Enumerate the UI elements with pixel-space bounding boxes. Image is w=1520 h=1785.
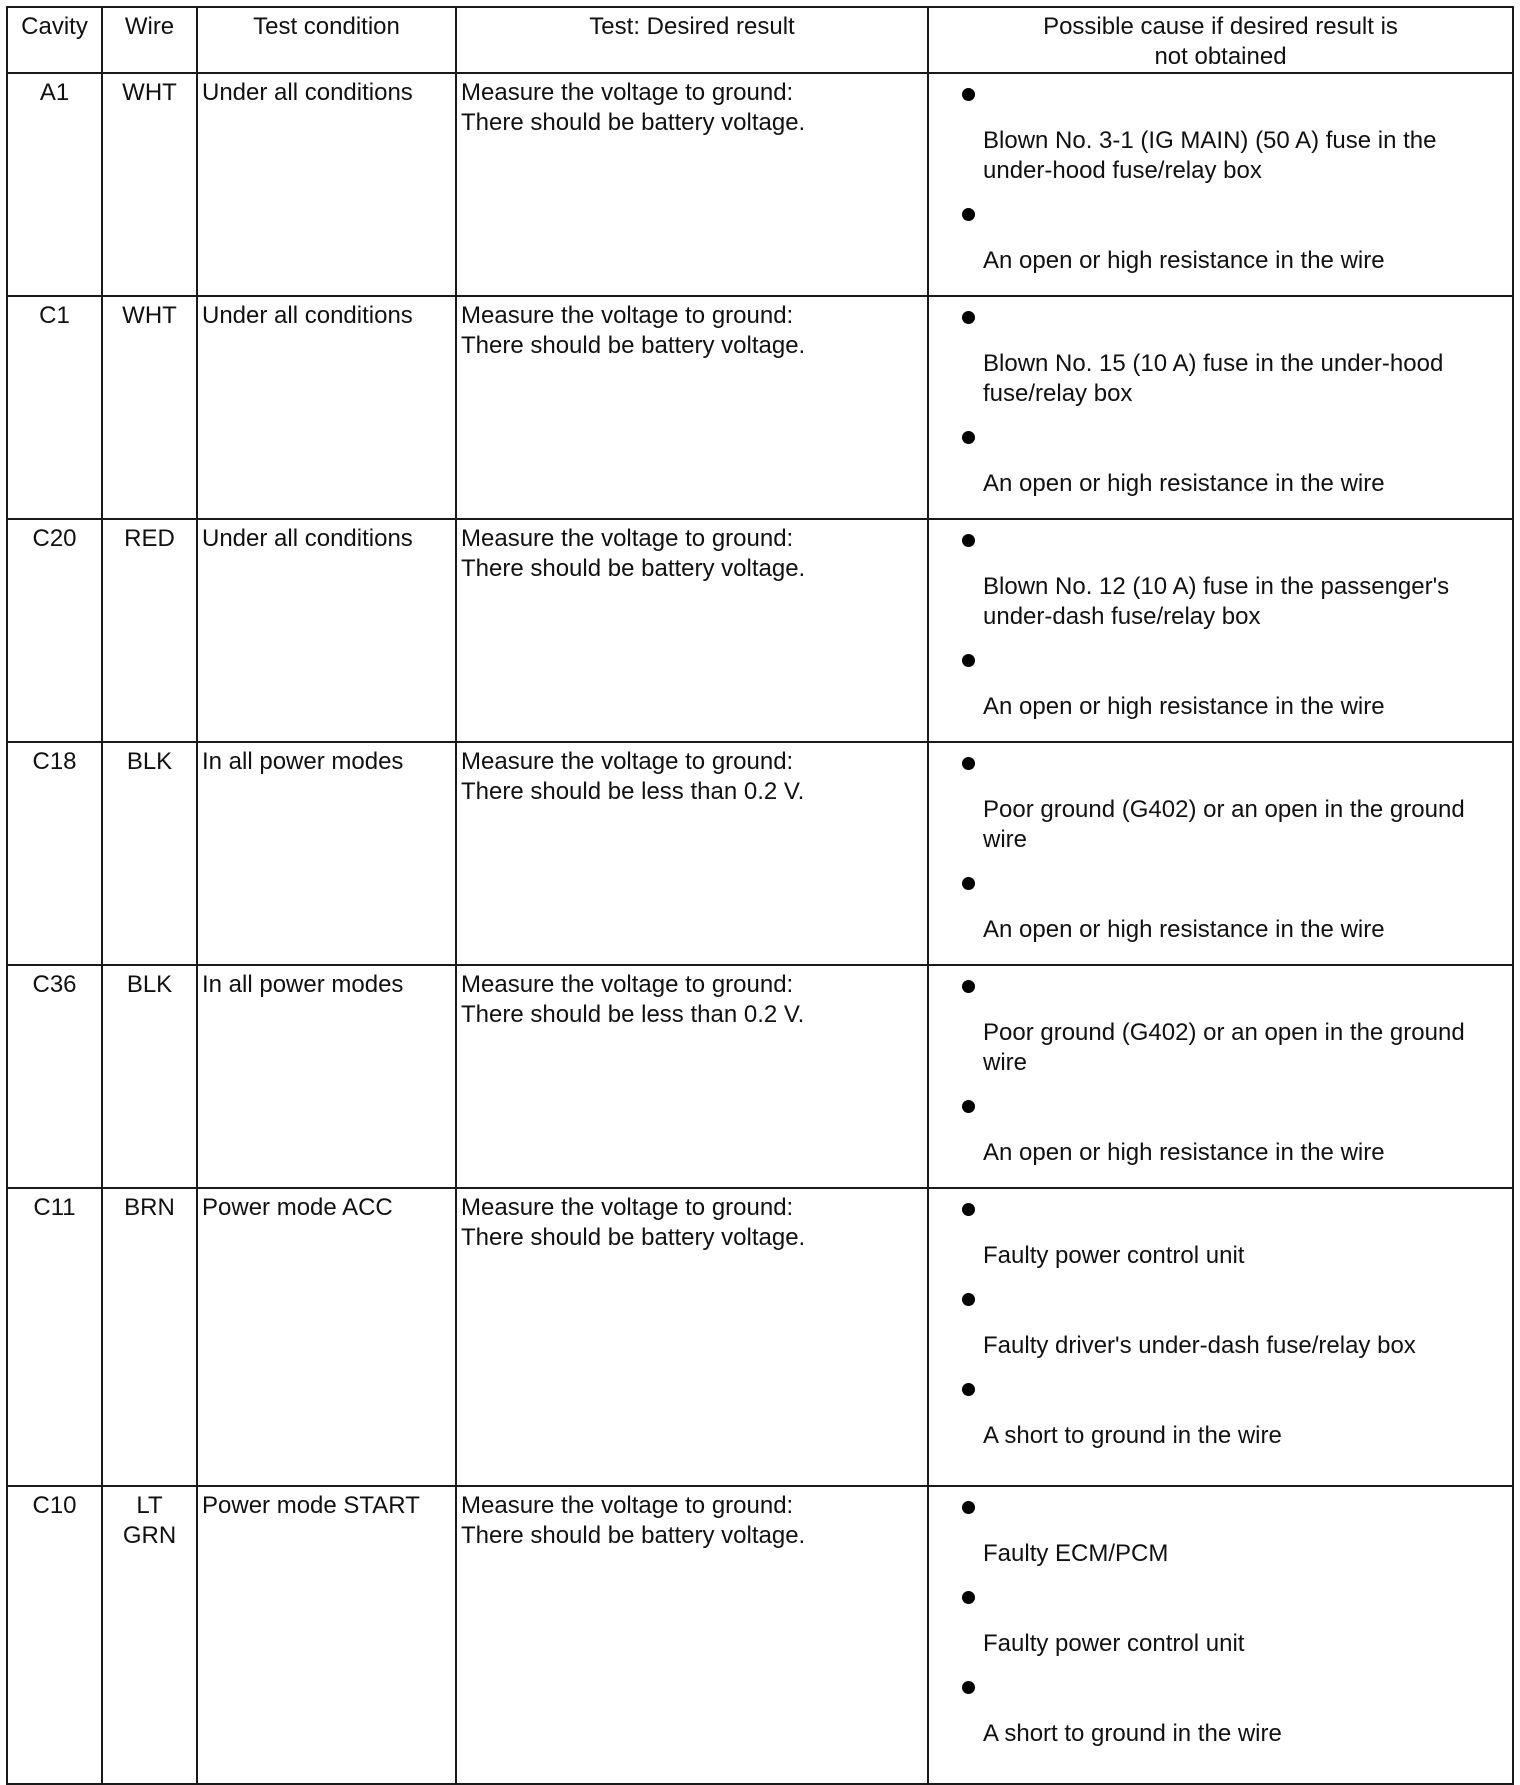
cause-list [929, 1189, 1512, 1459]
wire-line: GRN [122, 1522, 177, 1549]
result-line: Measure the voltage to ground: [461, 79, 794, 106]
cavity-cell: C20 [7, 519, 102, 742]
cause-item [959, 1369, 1492, 1459]
possible-cause-cell [928, 965, 1513, 1188]
cause-text: Poor ground (G402) or an open in the ground wire [983, 1019, 1465, 1076]
cause-list [929, 1487, 1512, 1757]
cause-item [959, 74, 1492, 194]
possible-cause-cell [928, 73, 1513, 296]
desired-result-cell [456, 519, 928, 742]
cause-item [959, 194, 1492, 284]
table-row [7, 296, 1513, 519]
cavity-cell: C18 [7, 742, 102, 965]
cause-item [959, 966, 1492, 1086]
desired-result-cell [456, 742, 928, 965]
cause-text: Faulty power control unit [983, 1630, 1245, 1657]
cause-text: An open or high resistance in the wire [983, 693, 1385, 720]
table-row [7, 73, 1513, 296]
cause-item [959, 1279, 1492, 1369]
cause-text: Blown No. 12 (10 A) fuse in the passenger's under-dash fuse/relay box [983, 573, 1450, 630]
cause-item [959, 1577, 1492, 1667]
wire-line: LT [136, 1492, 163, 1519]
cause-item [959, 1086, 1492, 1176]
header-wire: Wire [102, 7, 197, 73]
result-line: Measure the voltage to ground: [461, 1194, 794, 1221]
cause-text: An open or high resistance in the wire [983, 470, 1385, 497]
possible-cause-cell [928, 742, 1513, 965]
test-condition-cell: In all power modes [197, 965, 456, 1188]
cavity-cell: C1 [7, 296, 102, 519]
result-line: Measure the voltage to ground: [461, 748, 794, 775]
possible-cause-cell [928, 519, 1513, 742]
desired-result-cell [456, 1188, 928, 1486]
header-possible-cause-line-2: not obtained [1154, 43, 1287, 70]
cause-item [959, 1667, 1492, 1757]
cause-text: Faulty power control unit [983, 1242, 1245, 1269]
cause-text: An open or high resistance in the wire [983, 916, 1385, 943]
test-condition-cell: Under all conditions [197, 519, 456, 742]
result-line: There should be battery voltage. [461, 1522, 806, 1549]
cause-item [959, 417, 1492, 507]
wire-cell [102, 1486, 197, 1784]
cause-list [929, 74, 1512, 284]
cause-list [929, 520, 1512, 730]
wire-cell: BRN [102, 1188, 197, 1486]
desired-result-cell [456, 1486, 928, 1784]
result-line: Measure the voltage to ground: [461, 971, 794, 998]
table-row [7, 1486, 1513, 1784]
wire-cell: BLK [102, 742, 197, 965]
cavity-cell: A1 [7, 73, 102, 296]
cause-text: Faulty ECM/PCM [983, 1540, 1169, 1567]
cause-list [929, 743, 1512, 953]
table-row [7, 519, 1513, 742]
result-line: There should be battery voltage. [461, 332, 806, 359]
test-condition-cell: Under all conditions [197, 296, 456, 519]
cause-item [959, 1487, 1492, 1577]
test-condition-cell: Power mode START [197, 1486, 456, 1784]
table-row [7, 742, 1513, 965]
table-row [7, 1188, 1513, 1486]
cause-item [959, 1189, 1492, 1279]
result-line: There should be battery voltage. [461, 109, 806, 136]
possible-cause-cell [928, 1486, 1513, 1784]
cause-text: Faulty driver's under-dash fuse/relay box [983, 1332, 1416, 1359]
cause-item [959, 520, 1492, 640]
wire-cell: WHT [102, 73, 197, 296]
test-condition-cell: Under all conditions [197, 73, 456, 296]
wire-cell: BLK [102, 965, 197, 1188]
desired-result-cell [456, 965, 928, 1188]
cause-text: A short to ground in the wire [983, 1422, 1282, 1449]
desired-result-cell [456, 73, 928, 296]
cause-item [959, 640, 1492, 730]
result-line: There should be battery voltage. [461, 1224, 806, 1251]
header-possible-cause-line-1: Possible cause if desired result is [1043, 13, 1398, 40]
header-desired-result: Test: Desired result [456, 7, 928, 73]
cause-text: Blown No. 3-1 (IG MAIN) (50 A) fuse in the under-hood fuse/relay box [983, 127, 1437, 184]
cause-text: Blown No. 15 (10 A) fuse in the under-hood fuse/relay box [983, 350, 1444, 407]
cause-text: An open or high resistance in the wire [983, 247, 1385, 274]
header-cavity: Cavity [7, 7, 102, 73]
table-header [7, 7, 1513, 73]
cause-text: A short to ground in the wire [983, 1720, 1282, 1747]
diagnostic-table [6, 6, 1514, 1785]
cause-text: Poor ground (G402) or an open in the ground wire [983, 796, 1465, 853]
result-line: Measure the voltage to ground: [461, 525, 794, 552]
cavity-cell: C10 [7, 1486, 102, 1784]
result-line: There should be battery voltage. [461, 555, 806, 582]
desired-result-cell [456, 296, 928, 519]
test-condition-cell: Power mode ACC [197, 1188, 456, 1486]
cause-list [929, 297, 1512, 507]
wire-cell: RED [102, 519, 197, 742]
result-line: Measure the voltage to ground: [461, 302, 794, 329]
cause-text: An open or high resistance in the wire [983, 1139, 1385, 1166]
result-line: There should be less than 0.2 V. [461, 778, 805, 805]
cause-item [959, 297, 1492, 417]
possible-cause-cell [928, 296, 1513, 519]
possible-cause-cell [928, 1188, 1513, 1486]
header-row [7, 7, 1513, 73]
table-row [7, 965, 1513, 1188]
header-test-condition: Test condition [197, 7, 456, 73]
result-line: Measure the voltage to ground: [461, 1492, 794, 1519]
result-line: There should be less than 0.2 V. [461, 1001, 805, 1028]
table-body [7, 73, 1513, 1784]
cause-item [959, 863, 1492, 953]
cause-item [959, 743, 1492, 863]
cause-list [929, 966, 1512, 1176]
wire-cell: WHT [102, 296, 197, 519]
test-condition-cell: In all power modes [197, 742, 456, 965]
cavity-cell: C11 [7, 1188, 102, 1486]
header-possible-cause [928, 7, 1513, 73]
cavity-cell: C36 [7, 965, 102, 1188]
